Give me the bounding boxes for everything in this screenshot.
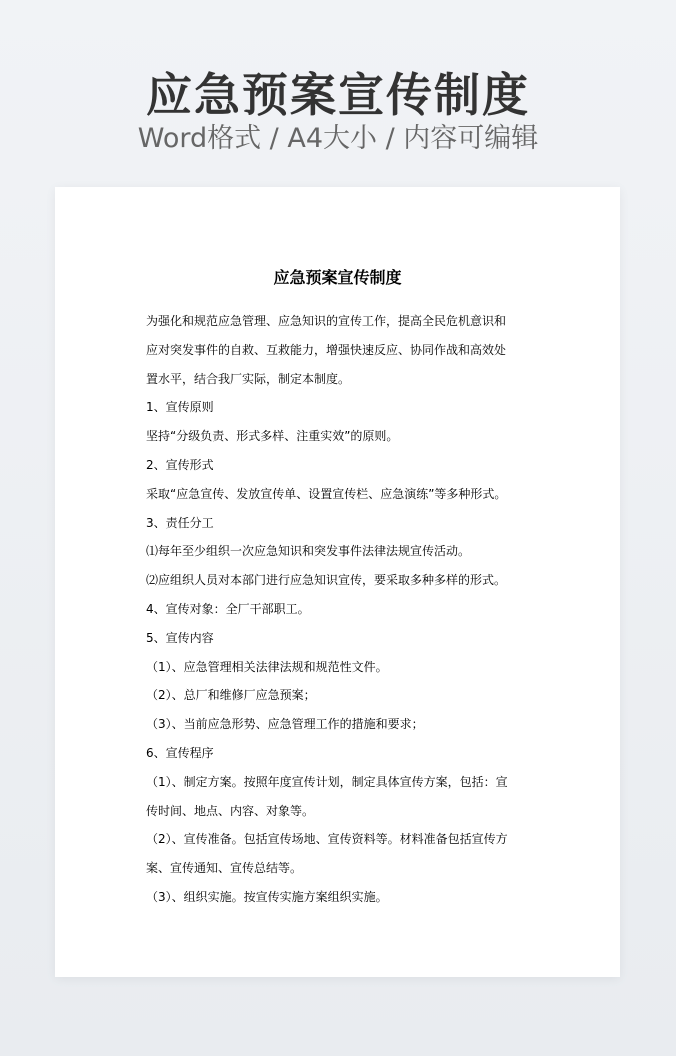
banner-subtitle: Word格式 / A4大小 / 内容可编辑 [137, 123, 539, 154]
section-heading: 4、宣传对象：全厂干部职工。 [146, 601, 310, 616]
body-line: （1）、应急管理相关法律法规和规范性文件。 [146, 659, 388, 674]
body-line: 采取“应急宣传、发放宣传单、设置宣传栏、应急演练”等多种形式。 [146, 486, 507, 501]
body-line: （3）、组织实施。按宣传实施方案组织实施。 [146, 889, 388, 904]
body-line: ⑵应组织人员对本部门进行应急知识宣传，要采取多种多样的形式。 [146, 573, 507, 588]
body-line: 坚持“分级负责、形式多样、注重实效”的原则。 [146, 429, 399, 444]
banner-title: 应急预案宣传制度 [146, 68, 530, 122]
body-line: 应对突发事件的自救、互救能力，增强快速反应、协同作战和高效处 [146, 342, 507, 357]
document-title: 应急预案宣传制度 [273, 268, 402, 287]
body-line: 为强化和规范应急管理、应急知识的宣传工作，提高全民危机意识和 [146, 314, 507, 328]
section-heading: 5、宣传内容 [146, 630, 214, 645]
body-line: 传时间、地点、内容、对象等。 [146, 803, 315, 818]
document-body [146, 307, 540, 912]
body-line: （2）、总厂和维修厂应急预案； [146, 688, 316, 703]
body-line: （2）、宣传准备。包括宣传场地、宣传资料等。材料准备包括宣传方 [146, 832, 508, 847]
body-line: ⑴每年至少组织一次应急知识和突发事件法律法规宣传活动。 [146, 544, 471, 559]
body-line: （1）、制定方案。按照年度宣传计划，制定具体宣传方案，包括：宣 [146, 774, 508, 789]
body-line: 案、宣传通知、宣传总结等。 [146, 861, 303, 876]
section-heading: 3、责任分工 [146, 515, 214, 530]
section-heading: 2、宣传形式 [146, 457, 214, 472]
body-line: （3）、当前应急形势、应急管理工作的措施和要求； [146, 717, 424, 732]
section-heading: 6、宣传程序 [146, 745, 214, 760]
section-heading: 1、宣传原则 [146, 400, 214, 415]
document-page [55, 187, 620, 977]
body-line: 置水平，结合我厂实际，制定本制度。 [146, 371, 351, 386]
